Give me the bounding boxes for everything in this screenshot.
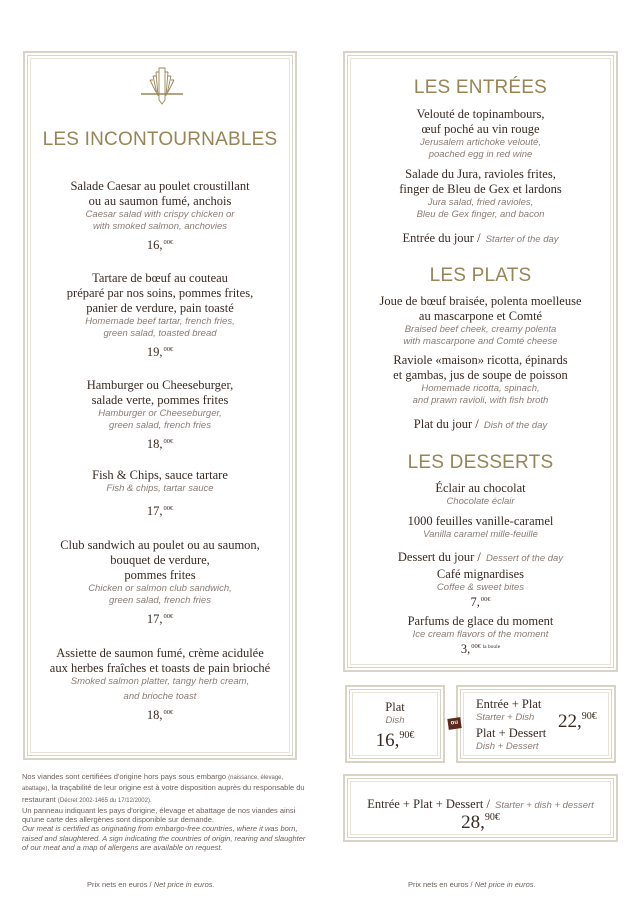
item-name-line: 1000 feuilles vanille-caramel bbox=[407, 514, 554, 528]
item-name-line: panier de verdure, pain toasté bbox=[86, 301, 234, 315]
formula-option-2-translation: Dish + Dessert bbox=[476, 741, 539, 752]
item-name-line: Raviole «maison» ricotta, épinards bbox=[393, 353, 568, 367]
menu-item-tartare bbox=[25, 271, 295, 360]
menu-item-raviole bbox=[345, 353, 616, 407]
item-name-line: œuf poché au vin rouge bbox=[421, 122, 540, 136]
menu-item-club-sandwich bbox=[25, 538, 295, 627]
item-name-line: Assiette de saumon fumé, crème acidulée bbox=[56, 646, 264, 660]
section-title-plats: LES PLATS bbox=[429, 265, 532, 286]
item-price: 19,$^{00€}$ bbox=[146, 345, 174, 359]
item-name-line: au mascarpone et Comté bbox=[418, 309, 543, 323]
formula-price: 16,$^{90€}$ bbox=[375, 730, 415, 751]
item-name-line: salade verte, pommes frites bbox=[91, 393, 229, 407]
formula-option-2: Plat + Dessert bbox=[476, 726, 547, 740]
formula-duo-box bbox=[456, 685, 616, 763]
item-translation-line: Chocolate éclair bbox=[446, 496, 515, 507]
item-translation-line: Hamburger or Cheeseburger, bbox=[98, 408, 222, 419]
formula-trio-label: Entrée + Plat + Dessert / Starter + dish + dessert bbox=[367, 797, 594, 811]
item-name-line: Club sandwich au poulet ou au saumon, bbox=[60, 538, 260, 552]
ou-badge: ou bbox=[447, 717, 461, 730]
entree-du-jour: Entrée du jour / Starter of the day bbox=[402, 231, 559, 245]
item-translation-line: Caesar salad with crispy chicken or bbox=[85, 209, 235, 220]
item-name-line: Éclair au chocolat bbox=[435, 481, 526, 495]
menu-item-veloute bbox=[345, 107, 616, 161]
menu-item-glace bbox=[345, 614, 616, 655]
item-translation-line: Homemade ricotta, spinach, bbox=[421, 383, 540, 394]
item-price: 18,$^{00€}$ bbox=[146, 437, 174, 451]
item-translation-line: Vanilla caramel mille-feuille bbox=[423, 529, 538, 540]
section-title-entrees: LES ENTRÉES bbox=[413, 77, 548, 98]
item-translation-line: Smoked salmon platter, tangy herb cream, bbox=[70, 676, 250, 687]
item-name-line: Café mignardises bbox=[436, 567, 525, 581]
item-translation-line: green salad, french fries bbox=[109, 595, 211, 606]
formula-duo-price: 22,$^{90€}$ bbox=[558, 711, 597, 732]
item-price: 17,$^{00€}$ bbox=[146, 504, 174, 518]
item-name-line: Tartare de bœuf au couteau bbox=[92, 271, 228, 285]
item-translation-line: Fish & chips, tartar sauce bbox=[106, 483, 214, 494]
item-name-line: Salade Caesar au poulet croustillant bbox=[70, 179, 250, 193]
menu-item-mille-feuille bbox=[345, 514, 616, 541]
item-translation-line: Bleu de Gex finger, and bacon bbox=[416, 209, 545, 220]
menu-item-eclair bbox=[345, 481, 616, 508]
item-translation-line: green salad, toasted bread bbox=[103, 328, 217, 339]
item-translation-line: Homemade beef tartar, french fries, bbox=[85, 316, 235, 327]
item-translation-line: Coffee & sweet bites bbox=[436, 582, 525, 593]
item-price: 16,$^{00€}$ bbox=[146, 238, 174, 252]
formula-plat-box bbox=[345, 685, 445, 763]
item-name-line: finger de Bleu de Gex et lardons bbox=[399, 182, 562, 196]
item-translation-line: Braised beef cheek, creamy polenta bbox=[404, 324, 557, 335]
menu-item-hamburger bbox=[25, 378, 295, 452]
item-name-line: Hamburger ou Cheeseburger, bbox=[86, 378, 234, 392]
formula-label: Plat bbox=[385, 700, 405, 714]
item-translation-line: and prawn ravioli, with fish broth bbox=[412, 395, 549, 406]
menu-item-salade-jura bbox=[345, 167, 616, 221]
entrees-plats-desserts-panel bbox=[343, 51, 618, 672]
item-translation-line: with smoked salmon, anchovies bbox=[92, 221, 228, 232]
art-deco-fan-logo-icon bbox=[141, 66, 183, 106]
menu-item-fish-chips bbox=[25, 468, 295, 519]
item-name-line: Fish & Chips, sauce tartare bbox=[92, 468, 228, 482]
item-name-line: bouquet de verdure, bbox=[110, 553, 210, 567]
item-translation-line: Jerusalem artichoke velouté, bbox=[420, 137, 541, 148]
section-title-incontournables: LES INCONTOURNABLES bbox=[42, 129, 278, 150]
item-name-line: Velouté de topinambours, bbox=[416, 107, 545, 121]
dessert-du-jour: Dessert du jour / Dessert of the day bbox=[397, 550, 564, 564]
item-price: 7,$^{00€}$ bbox=[470, 595, 491, 609]
footer-left: Prix nets en euros / Net price in euros. bbox=[87, 880, 215, 889]
item-translation-line: Chicken or salmon club sandwich, bbox=[88, 583, 232, 594]
footer-right: Prix nets en euros / Net price in euros. bbox=[408, 880, 536, 889]
menu-item-saumon bbox=[25, 646, 295, 723]
formula-option-1: Entrée + Plat bbox=[476, 697, 542, 711]
item-name-line: et gambas, jus de soupe de poisson bbox=[393, 368, 568, 382]
plat-du-jour: Plat du jour / Dish of the day bbox=[413, 417, 548, 431]
item-translation-line: Jura salad, fried ravioles, bbox=[427, 197, 534, 208]
formula-trio-box bbox=[343, 774, 618, 842]
menu-item-joue-boeuf bbox=[345, 294, 616, 348]
item-translation-line: Ice cream flavors of the moment bbox=[412, 629, 549, 640]
meat-origin-note: Nos viandes sont certifiées d'origine hors pays sous embargo (naissance, élevage, abattage), la traçabilité de leur origine est à votre disposition auprès du responsable du restaurant (Décret 2002-1465 du 17/12/2002). Un panneau indiquant les pays d'origine, élevage et abattage de nos viandes ainsi qu'une carte des allergènes sont disponible sur demande. Our meat is certified as originating from embargo-free countries, where it was born, raised and slaughtered. A sign indicating the countries of origin, rearing and slaughter of our meat and a map of allergens are available on request. bbox=[22, 772, 306, 853]
item-translation-line: and brioche toast bbox=[123, 691, 197, 702]
item-price: 3,$^{00€ la boule}$ bbox=[460, 642, 501, 656]
incontournables-panel bbox=[23, 51, 297, 760]
menu-item-cafe-mignardises bbox=[345, 567, 616, 608]
item-translation-line: poached egg in red wine bbox=[428, 149, 533, 160]
item-name-line: Salade du Jura, ravioles frites, bbox=[405, 167, 556, 181]
item-name-line: préparé par nos soins, pommes frites, bbox=[66, 286, 254, 300]
formula-option-1-translation: Starter + Dish bbox=[476, 712, 535, 723]
item-name-line: pommes frites bbox=[124, 568, 196, 582]
item-price: 18,$^{00€}$ bbox=[146, 708, 174, 722]
item-translation-line: green salad, french fries bbox=[109, 420, 211, 431]
item-price: 17,$^{00€}$ bbox=[146, 612, 174, 626]
formula-translation: Dish bbox=[385, 715, 405, 726]
item-name-line: Parfums de glace du moment bbox=[407, 614, 554, 628]
item-name-line: Joue de bœuf braisée, polenta moelleuse bbox=[379, 294, 582, 308]
formula-trio-price: 28,$^{90€}$ bbox=[461, 812, 500, 833]
item-name-line: ou au saumon fumé, anchois bbox=[88, 194, 232, 208]
item-name-line: aux herbes fraîches et toasts de pain brioché bbox=[49, 661, 271, 675]
item-translation-line: with mascarpone and Comté cheese bbox=[403, 336, 558, 347]
section-title-desserts: LES DESSERTS bbox=[407, 452, 554, 473]
menu-item-caesar bbox=[25, 179, 295, 253]
